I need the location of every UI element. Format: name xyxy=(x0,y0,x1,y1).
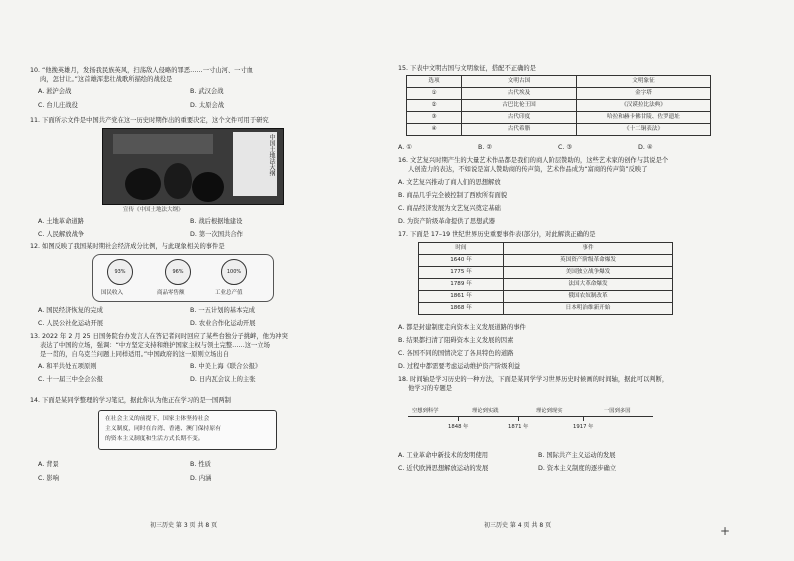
timeline-year-2: 1871 年 xyxy=(508,424,529,430)
timeline-year-3: 1917 年 xyxy=(573,424,594,430)
table-row xyxy=(407,112,711,124)
table-cell: 俄国农奴制改革 xyxy=(504,291,673,303)
q14-option-b[interactable]: B. 性质 xyxy=(190,461,211,468)
timeline-tick xyxy=(583,416,584,421)
question-11 xyxy=(30,116,375,125)
table-row xyxy=(419,255,673,267)
q13-option-b[interactable]: B. 中美上海《联合公报》 xyxy=(190,363,262,370)
timeline-label-4: 一国到多国 xyxy=(604,408,631,414)
table-cell: ④ xyxy=(407,124,462,136)
question-10 xyxy=(30,66,375,109)
table-cell: 法国大革命爆发 xyxy=(504,279,673,291)
question-13 xyxy=(30,332,375,383)
q15-option-c[interactable]: C. ③ xyxy=(558,144,573,151)
table-header: 选项 xyxy=(407,76,462,88)
right-footer: 初三历史 第 4 页 共 8 页 xyxy=(484,522,552,529)
table-row xyxy=(419,267,673,279)
table-cell: 美国独立战争爆发 xyxy=(504,267,673,279)
q15-stem: 15. 下表中文明古国与文明象征，搭配不正确的是 xyxy=(398,65,536,72)
table-row xyxy=(419,291,673,303)
ratio-circle-1: 93% xyxy=(107,259,133,285)
q17-option-c[interactable]: C. 各国不同的国情决定了各具特色的道路 xyxy=(398,350,514,357)
photo-caption: 宣传《中国土地法大纲》 xyxy=(123,207,184,213)
table-cell: 古代希腊 xyxy=(462,124,577,136)
q13-option-d[interactable]: D. 日内瓦会议上的主张 xyxy=(190,376,256,383)
timeline-label-1: 空想到科学 xyxy=(412,408,439,414)
study-note-scroll xyxy=(98,410,277,450)
q10-stem-line2: 肉，怎甘让。”这首雄浑悲壮战歌所描绘的战役是 xyxy=(40,76,173,83)
q16-option-a[interactable]: A. 文艺复兴推动了商人们的思想解放 xyxy=(398,179,501,186)
table-header: 文明古国 xyxy=(462,76,577,88)
q12-stem: 12. 如图反映了我国某时期社会经济成分比例，与此现象相关的事件是 xyxy=(30,243,225,250)
events-table xyxy=(418,242,673,315)
table-cell: ② xyxy=(407,100,462,112)
q18-option-d[interactable]: D. 资本主义制度的逐步确立 xyxy=(538,465,617,472)
table-cell: 古代埃及 xyxy=(462,88,577,100)
q17-option-d[interactable]: D. 过程中都需要考虑运动维护资产阶级利益 xyxy=(398,363,521,370)
table-cell: 金字塔 xyxy=(577,88,711,100)
q18-stem-line1: 18. 时间轴是学习历史的一种方法，下面是某同学学习世界历史时候画的时间轴，据此可以判断， xyxy=(398,376,669,383)
q16-stem-line2: 人创造力的表达，不如说是富人赞助商的传声筒，艺术作品成为“富商的传声筒”反映了 xyxy=(408,166,648,173)
timeline-axis xyxy=(408,416,653,417)
q18-option-c[interactable]: C. 近代欧洲思想解放运动的发展 xyxy=(398,465,489,472)
land-law-propaganda-photo xyxy=(102,128,284,213)
q11-option-a[interactable]: A. 土地革命道路 xyxy=(38,218,84,225)
table-cell: 古代印度 xyxy=(462,112,577,124)
ratio-label-2: 商品零售额 xyxy=(157,290,185,296)
q11-option-d[interactable]: D. 第一次国共合作 xyxy=(190,231,243,238)
note-line-1: 在社会主义的前提下，国家主体坚持社会 xyxy=(105,416,210,422)
note-line-2: 主义制度，同时在台湾、香港、澳门保持原有 xyxy=(105,426,221,432)
q11-stem: 11. 下面所示文件是中国共产党在这一历史时期作出的重要决定，这个文件可用于研究 xyxy=(30,117,269,124)
table-header: 时间 xyxy=(419,243,504,255)
question-18 xyxy=(398,375,766,393)
q18-stem-line2: 他学习的专题是 xyxy=(408,385,453,392)
timeline-tick xyxy=(458,416,459,421)
left-page xyxy=(30,0,375,561)
ratio-label-1: 国民收入 xyxy=(101,290,124,296)
left-footer: 初三历史 第 3 页 共 8 页 xyxy=(150,522,218,529)
q17-option-b[interactable]: B. 结果都扫清了阻碍资本主义发展的因素 xyxy=(398,337,514,344)
ratio-label-3: 工业总产值 xyxy=(215,290,243,296)
q10-option-a[interactable]: A. 淞沪会战 xyxy=(38,88,72,95)
q16-stem-line1: 16. 文艺复兴时期产生的大量艺术作品都是我们的商人阶层赞助的，这些艺术家的创作与其说是个 xyxy=(398,157,669,164)
q11-option-b[interactable]: B. 战后根据地建设 xyxy=(190,218,243,225)
q11-option-c[interactable]: C. 人民解放战争 xyxy=(38,231,85,238)
table-row xyxy=(419,303,673,315)
timeline-label-3: 理论到现实 xyxy=(536,408,563,414)
table-cell: 1861 年 xyxy=(419,291,504,303)
table-cell: ③ xyxy=(407,112,462,124)
q13-stem-line3: 是一贯的，自乌克兰问题上同样适用。”中国政府的这一原则立场出自 xyxy=(40,351,230,358)
q12-option-d[interactable]: D. 农业合作化运动开展 xyxy=(190,320,256,327)
q12-option-a[interactable]: A. 国民经济恢复的完成 xyxy=(38,307,103,314)
table-row xyxy=(407,88,711,100)
q14-option-c[interactable]: C. 影响 xyxy=(38,475,59,482)
q10-option-c[interactable]: C. 台儿庄战役 xyxy=(38,102,78,109)
q12-option-b[interactable]: B. 一五计划的基本完成 xyxy=(190,307,255,314)
question-14 xyxy=(30,396,375,405)
q17-stem: 17. 下面是 17–19 世纪世界历史重要事件表(部分)，对此解读正确的是 xyxy=(398,231,596,238)
table-cell: 日本明治维新开始 xyxy=(504,303,673,315)
question-12 xyxy=(30,242,375,251)
registration-mark: + xyxy=(720,524,731,538)
table-cell: 1775 年 xyxy=(419,267,504,279)
land-law-banner: 中国土地法大纲 xyxy=(233,132,277,196)
table-cell: 《汉谟拉比法典》 xyxy=(577,100,711,112)
q18-option-b[interactable]: B. 国际共产主义运动的发展 xyxy=(538,452,616,459)
question-16 xyxy=(398,156,766,225)
q17-option-a[interactable]: A. 都是封建制度走向资本主义发展道路的事件 xyxy=(398,324,526,331)
table-cell: 《十二铜表法》 xyxy=(577,124,711,136)
table-header-row xyxy=(407,76,711,88)
table-cell: 哈拉和赫卡佛甘陵、佐罗遗址 xyxy=(577,112,711,124)
q13-option-a[interactable]: A. 和平共处五项原则 xyxy=(38,363,97,370)
note-line-3: 的资本主义制度和生活方式长期不变。 xyxy=(105,436,204,442)
q15-option-b[interactable]: B. ② xyxy=(478,144,492,151)
table-row xyxy=(407,100,711,112)
q13-stem-line1: 13. 2022 年 2 月 25 日国务院台办发言人在答记者问时回应了某些台独分子挑衅，他为冲突 xyxy=(30,333,288,340)
q15-option-d[interactable]: D. ④ xyxy=(638,144,653,151)
table-cell: 1789 年 xyxy=(419,279,504,291)
ratio-circle-3: 100% xyxy=(221,259,247,285)
q14-stem: 14. 下面是某同学整理的学习笔记，据此你认为他正在学习的是一国两制 xyxy=(30,397,231,404)
table-cell: 英国资产阶级革命爆发 xyxy=(504,255,673,267)
q13-stem-line2: 表达了中国的立场，强调：“中方坚定支持和维护国家主权与领土完整……这一立场 xyxy=(40,342,270,349)
q16-option-c[interactable]: C. 商品经济发展为文艺复兴奠定基础 xyxy=(398,205,501,212)
q12-option-c[interactable]: C. 人民公社化运动开展 xyxy=(38,320,104,327)
civilization-table xyxy=(406,75,711,136)
timeline-tick xyxy=(518,416,519,421)
q15-option-a[interactable]: A. ① xyxy=(398,144,412,151)
history-timeline xyxy=(408,405,658,435)
table-cell: 1640 年 xyxy=(419,255,504,267)
table-row xyxy=(407,124,711,136)
q16-option-d[interactable]: D. 为资产阶级革命提供了思想武器 xyxy=(398,218,496,225)
question-17 xyxy=(398,230,766,239)
right-page xyxy=(398,0,766,561)
q14-option-d[interactable]: D. 内涵 xyxy=(190,475,212,482)
table-cell: 古巴比伦王国 xyxy=(462,100,577,112)
timeline-year-1: 1848 年 xyxy=(448,424,469,430)
table-cell: ① xyxy=(407,88,462,100)
q16-option-b[interactable]: B. 商品几乎完全被控制了西欧所有面貌 xyxy=(398,192,508,199)
table-header-row xyxy=(419,243,673,255)
table-header: 文明象征 xyxy=(577,76,711,88)
q14-option-a[interactable]: A. 背景 xyxy=(38,461,59,468)
economy-ratio-figure xyxy=(92,254,274,302)
q10-option-d[interactable]: D. 太原会战 xyxy=(190,102,225,109)
timeline-label-2: 理论到实践 xyxy=(472,408,499,414)
ratio-circle-2: 96% xyxy=(165,259,191,285)
q18-option-a[interactable]: A. 工业革命中新技术的发明使用 xyxy=(398,452,489,459)
table-row xyxy=(419,279,673,291)
question-15 xyxy=(398,64,766,73)
table-cell: 1868 年 xyxy=(419,303,504,315)
table-header: 事件 xyxy=(504,243,673,255)
q10-option-b[interactable]: B. 武汉会战 xyxy=(190,88,224,95)
q10-stem-line1: 10. “他挽英雄月，发扬我民族英风，扫荡敌人侵略的罪恶……一寸山河、一寸血 xyxy=(30,67,254,74)
q13-option-c[interactable]: C. 十一届三中全会公报 xyxy=(38,376,104,383)
